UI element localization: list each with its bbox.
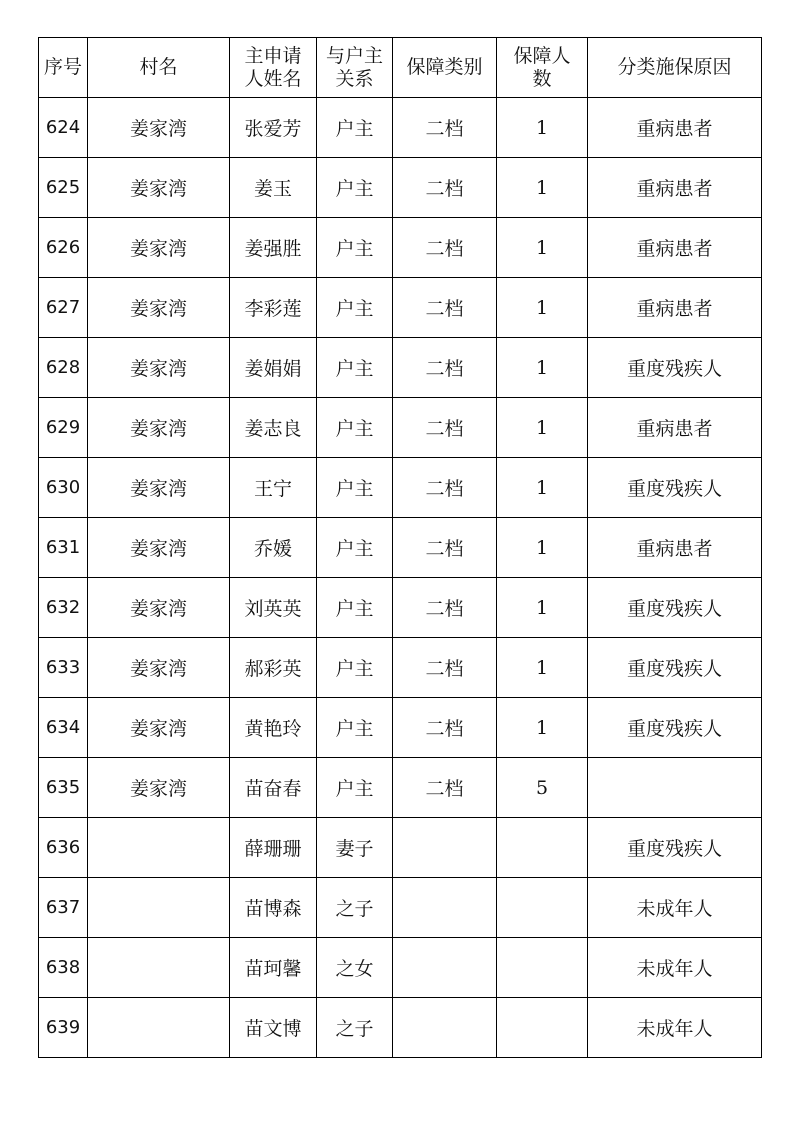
cell-relation: 之子 [317, 998, 393, 1058]
cell-category: 二档 [393, 338, 497, 398]
cell-reason: 重度残疾人 [588, 698, 762, 758]
cell-village [88, 938, 230, 998]
cell-category [393, 998, 497, 1058]
cell-reason: 重病患者 [588, 518, 762, 578]
table-row [39, 158, 762, 218]
cell-reason: 重病患者 [588, 278, 762, 338]
cell-persons: 5 [497, 758, 588, 818]
cell-village: 姜家湾 [88, 638, 230, 698]
cell-name: 苗博森 [230, 878, 317, 938]
header-relation: 与户主 关系 [317, 38, 393, 98]
table-row [39, 98, 762, 158]
cell-category: 二档 [393, 638, 497, 698]
cell-village: 姜家湾 [88, 698, 230, 758]
header-persons: 保障人 数 [497, 38, 588, 98]
cell-seq: 638 [39, 938, 88, 998]
cell-relation: 户主 [317, 158, 393, 218]
cell-seq: 625 [39, 158, 88, 218]
cell-seq: 635 [39, 758, 88, 818]
cell-persons: 1 [497, 458, 588, 518]
cell-village [88, 998, 230, 1058]
cell-persons [497, 818, 588, 878]
cell-relation: 之女 [317, 938, 393, 998]
cell-relation: 户主 [317, 518, 393, 578]
table-row [39, 758, 762, 818]
cell-reason: 重病患者 [588, 398, 762, 458]
cell-seq: 626 [39, 218, 88, 278]
cell-reason: 重病患者 [588, 158, 762, 218]
cell-seq: 634 [39, 698, 88, 758]
cell-reason: 重病患者 [588, 218, 762, 278]
cell-relation: 户主 [317, 98, 393, 158]
table-body [39, 98, 762, 1058]
cell-name: 姜强胜 [230, 218, 317, 278]
cell-category: 二档 [393, 518, 497, 578]
cell-persons: 1 [497, 638, 588, 698]
cell-seq: 627 [39, 278, 88, 338]
cell-persons: 1 [497, 98, 588, 158]
cell-persons [497, 938, 588, 998]
table-row [39, 518, 762, 578]
table-row [39, 998, 762, 1058]
cell-seq: 633 [39, 638, 88, 698]
cell-persons: 1 [497, 518, 588, 578]
cell-persons: 1 [497, 698, 588, 758]
header-seq: 序号 [39, 38, 88, 98]
cell-name: 郝彩英 [230, 638, 317, 698]
assistance-roster-table [38, 37, 762, 1058]
cell-name: 张爱芳 [230, 98, 317, 158]
cell-persons: 1 [497, 218, 588, 278]
cell-name: 黄艳玲 [230, 698, 317, 758]
cell-name: 姜娟娟 [230, 338, 317, 398]
header-village: 村名 [88, 38, 230, 98]
cell-reason: 重度残疾人 [588, 818, 762, 878]
table-row [39, 698, 762, 758]
cell-seq: 624 [39, 98, 88, 158]
cell-reason: 重度残疾人 [588, 458, 762, 518]
cell-seq: 632 [39, 578, 88, 638]
header-row [39, 38, 762, 98]
cell-seq: 636 [39, 818, 88, 878]
cell-village [88, 878, 230, 938]
cell-village: 姜家湾 [88, 758, 230, 818]
table-row [39, 578, 762, 638]
cell-relation: 户主 [317, 638, 393, 698]
table-row [39, 278, 762, 338]
table-row [39, 338, 762, 398]
cell-category: 二档 [393, 758, 497, 818]
cell-reason: 重度残疾人 [588, 638, 762, 698]
cell-category: 二档 [393, 218, 497, 278]
table-row [39, 218, 762, 278]
cell-relation: 户主 [317, 278, 393, 338]
cell-village: 姜家湾 [88, 158, 230, 218]
cell-village: 姜家湾 [88, 98, 230, 158]
cell-village: 姜家湾 [88, 458, 230, 518]
table-row [39, 938, 762, 998]
cell-village: 姜家湾 [88, 278, 230, 338]
header-category: 保障类别 [393, 38, 497, 98]
table-row [39, 458, 762, 518]
table-row [39, 398, 762, 458]
cell-seq: 637 [39, 878, 88, 938]
cell-village: 姜家湾 [88, 518, 230, 578]
cell-seq: 639 [39, 998, 88, 1058]
cell-name: 姜志良 [230, 398, 317, 458]
cell-category: 二档 [393, 698, 497, 758]
cell-category: 二档 [393, 458, 497, 518]
cell-persons: 1 [497, 338, 588, 398]
cell-village: 姜家湾 [88, 218, 230, 278]
cell-relation: 户主 [317, 578, 393, 638]
cell-village [88, 818, 230, 878]
cell-persons: 1 [497, 158, 588, 218]
cell-reason: 重病患者 [588, 98, 762, 158]
header-reason: 分类施保原因 [588, 38, 762, 98]
cell-relation: 户主 [317, 218, 393, 278]
cell-persons [497, 878, 588, 938]
cell-category: 二档 [393, 398, 497, 458]
cell-persons: 1 [497, 278, 588, 338]
cell-village: 姜家湾 [88, 578, 230, 638]
cell-category [393, 818, 497, 878]
cell-reason: 未成年人 [588, 998, 762, 1058]
cell-relation: 户主 [317, 698, 393, 758]
cell-persons: 1 [497, 398, 588, 458]
cell-category: 二档 [393, 98, 497, 158]
cell-name: 苗文博 [230, 998, 317, 1058]
cell-relation: 妻子 [317, 818, 393, 878]
cell-seq: 629 [39, 398, 88, 458]
cell-persons: 1 [497, 578, 588, 638]
cell-village: 姜家湾 [88, 338, 230, 398]
cell-village: 姜家湾 [88, 398, 230, 458]
cell-seq: 628 [39, 338, 88, 398]
cell-category: 二档 [393, 278, 497, 338]
cell-category [393, 878, 497, 938]
cell-reason: 重度残疾人 [588, 338, 762, 398]
cell-category: 二档 [393, 158, 497, 218]
cell-name: 王宁 [230, 458, 317, 518]
table-row [39, 878, 762, 938]
cell-seq: 631 [39, 518, 88, 578]
cell-name: 乔媛 [230, 518, 317, 578]
cell-seq: 630 [39, 458, 88, 518]
cell-persons [497, 998, 588, 1058]
cell-reason: 重度残疾人 [588, 578, 762, 638]
cell-reason: 未成年人 [588, 938, 762, 998]
cell-name: 薛珊珊 [230, 818, 317, 878]
cell-reason [588, 758, 762, 818]
cell-relation: 户主 [317, 398, 393, 458]
cell-relation: 户主 [317, 758, 393, 818]
cell-reason: 未成年人 [588, 878, 762, 938]
cell-name: 苗奋春 [230, 758, 317, 818]
table-row [39, 818, 762, 878]
cell-category [393, 938, 497, 998]
cell-name: 苗珂馨 [230, 938, 317, 998]
cell-name: 刘英英 [230, 578, 317, 638]
cell-category: 二档 [393, 578, 497, 638]
cell-name: 姜玉 [230, 158, 317, 218]
cell-relation: 户主 [317, 458, 393, 518]
cell-relation: 之子 [317, 878, 393, 938]
header-applicant: 主申请 人姓名 [230, 38, 317, 98]
cell-relation: 户主 [317, 338, 393, 398]
cell-name: 李彩莲 [230, 278, 317, 338]
table-row [39, 638, 762, 698]
